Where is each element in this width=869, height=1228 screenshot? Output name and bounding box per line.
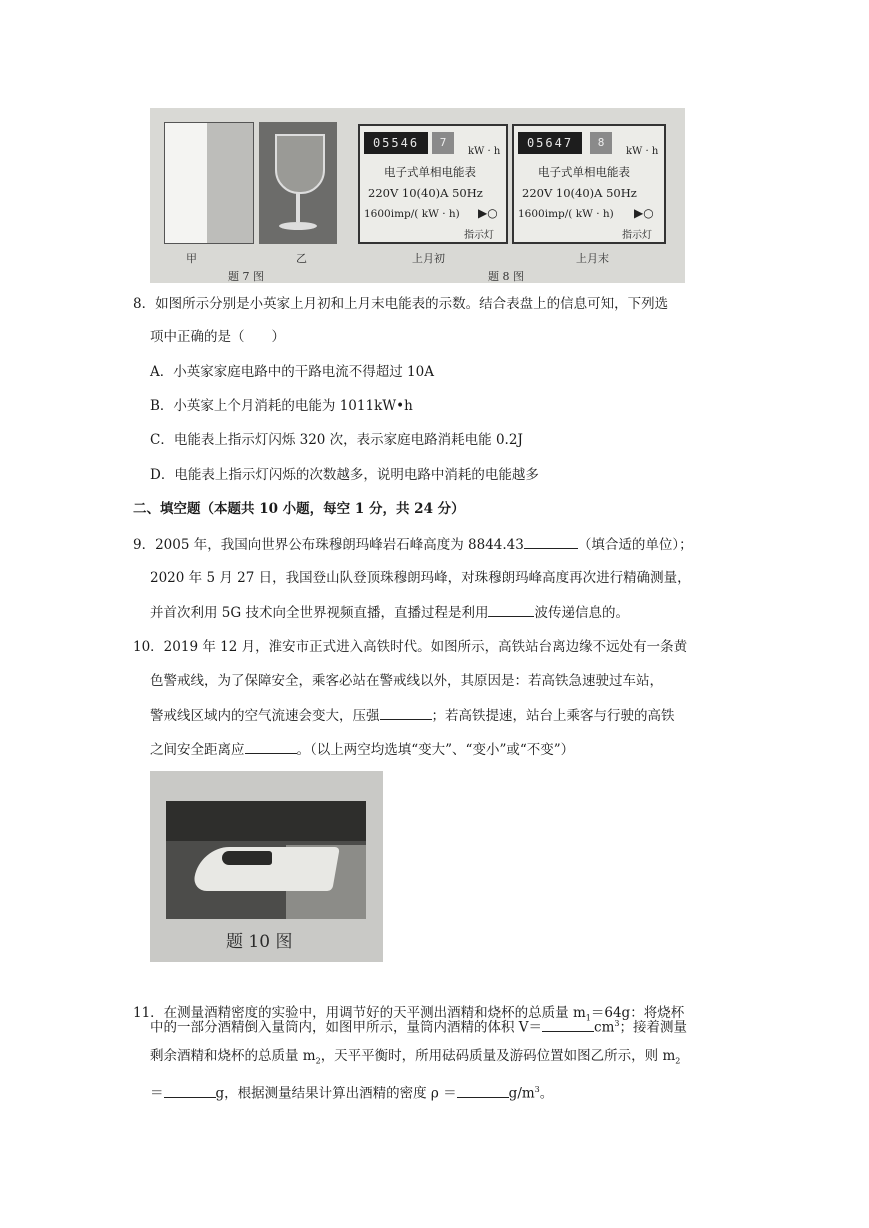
q9-blank-unit[interactable] xyxy=(524,534,578,549)
q11-blank-volume[interactable] xyxy=(542,1017,594,1032)
q8-stem-line2: 项中正确的是（ ） xyxy=(150,329,285,345)
train-scene xyxy=(166,801,366,919)
q10-line1: 10．2019 年 12 月，淮安市正式进入高铁时代。如图所示，高铁站台离边缘不远处有一条黄 xyxy=(133,639,688,655)
q11-sub-m2: 2 xyxy=(315,1056,321,1066)
q10-blank-pressure[interactable] xyxy=(380,705,432,720)
q11-sup-m3: 3 xyxy=(534,1085,540,1094)
meter-start-name: 电子式单相电能表 xyxy=(384,165,476,179)
meter-end-unit: kW · h xyxy=(626,146,659,157)
meter-start-unit: kW · h xyxy=(468,146,501,157)
meter-start-indicator: 指示灯 xyxy=(464,230,494,241)
figure-7-yi-image xyxy=(259,122,337,244)
q11-text-1a: 11．在测量酒精密度的实验中，用调节好的天平测出酒精和烧杯的总质量 m xyxy=(133,1005,586,1021)
q9-line1 xyxy=(133,534,693,555)
q11-blank-density[interactable] xyxy=(457,1083,509,1098)
meter-start-spec: 220V 10(40)A 50Hz xyxy=(368,186,483,200)
q11-text-4c: g/m xyxy=(508,1085,535,1102)
meter-start-digits: 05546 xyxy=(364,132,428,154)
q9-blank-wave[interactable] xyxy=(488,602,534,617)
q11-text-1b: ＝64g：将烧杯 xyxy=(590,1005,685,1021)
section-2-heading: 二、填空题（本题共 10 小题，每空 1 分，共 24 分） xyxy=(133,501,465,517)
q11-blank-mass[interactable] xyxy=(164,1083,216,1098)
meter-end-decimal: 8 xyxy=(590,132,612,154)
q10-text-3a: 警戒线区域内的空气流速会变大，压强 xyxy=(150,708,380,724)
q11-second-line xyxy=(150,1014,687,1038)
q11-text-4a: ＝ xyxy=(150,1085,164,1102)
q9-text-1b: （填合适的单位）； xyxy=(577,537,693,553)
figure-7-jia-image xyxy=(164,122,254,244)
q9-text-1a: 9．2005 年，我国向世界公布珠穆朗玛峰岩石峰高度为 8844.43 xyxy=(133,537,524,553)
caption-fig8: 题 8 图 xyxy=(488,270,524,283)
meter-end-digits: 05647 xyxy=(518,132,582,154)
q11-text-3b: ，天平平衡时，所用砝码质量及游码位置如图乙所示，则 m xyxy=(320,1048,676,1064)
q10-line3 xyxy=(150,705,675,726)
caption-end: 上月末 xyxy=(576,252,609,265)
q11-text-2c: ；接着测量 xyxy=(619,1019,688,1036)
fig10-caption: 题 10 图 xyxy=(226,932,293,952)
indicator-light-icon: ▶○ xyxy=(634,206,654,220)
indicator-light-icon: ▶○ xyxy=(478,206,498,220)
q8-option-c: C．电能表上指示灯闪烁 320 次，表示家庭电路消耗电能 0.2J xyxy=(150,432,523,448)
energy-meter-start xyxy=(358,124,508,244)
q8-option-d: D．电能表上指示灯闪烁的次数越多，说明电路中消耗的电能越多 xyxy=(150,467,539,483)
meter-end-imp: 1600imp/( kW · h) xyxy=(518,208,614,220)
q8-stem-line1: 8．如图所示分别是小英家上月初和上月末电能表的示数。结合表盘上的信息可知，下列选 xyxy=(133,296,669,312)
q10-text-3b: ；若高铁提速，站台上乘客与行驶的高铁 xyxy=(431,708,675,724)
meter-end-indicator: 指示灯 xyxy=(622,230,652,241)
q8-option-a: A．小英家家庭电路中的干路电流不得超过 10A xyxy=(150,364,434,380)
meter-start-decimal: 7 xyxy=(432,132,454,154)
q9-text-3b: 波传递信息的。 xyxy=(534,605,629,621)
q11-text-4d: 。 xyxy=(539,1085,554,1102)
caption-fig7: 题 7 图 xyxy=(228,270,264,283)
q10-line2: 色警戒线，为了保障安全，乘客必站在警戒线以外，其原因是：若高铁急速驶过车站， xyxy=(150,673,663,689)
q11-text-4b: g，根据测量结果计算出酒精的密度 ρ ＝ xyxy=(215,1085,457,1102)
q11-sub-m1: 1 xyxy=(585,1013,591,1023)
energy-meter-end xyxy=(512,124,666,244)
figure-strip-top xyxy=(150,108,685,283)
q11-text-3a: 剩余酒精和烧杯的总质量 m xyxy=(150,1048,316,1064)
q11-text-2a: 中的一部分酒精倒入量筒内，如图甲所示，量筒内酒精的体积 V＝ xyxy=(150,1019,543,1036)
q10-text-4a: 之间安全距离应 xyxy=(150,742,245,758)
q11-third-line xyxy=(150,1046,680,1072)
meter-end-name: 电子式单相电能表 xyxy=(538,165,630,179)
q11-sup-cm3: 3 xyxy=(614,1019,620,1028)
q9-line3 xyxy=(150,602,629,623)
q9-line2: 2020 年 5 月 27 日，我国登山队登顶珠穆朗玛峰，对珠穆朗玛峰高度再次进行精确测量， xyxy=(150,570,691,586)
q11-fourth-line xyxy=(150,1080,553,1104)
q11-sub-m2-b: 2 xyxy=(675,1056,681,1066)
caption-jia: 甲 xyxy=(186,252,197,265)
q10-blank-distance[interactable] xyxy=(245,739,297,754)
caption-yi: 乙 xyxy=(296,252,307,265)
meter-start-imp: 1600imp/( kW · h) xyxy=(364,208,460,220)
q10-text-4b: 。（以上两空均选填“变大”、“变小”或“不变”） xyxy=(296,742,575,758)
q8-option-b: B．小英家上个月消耗的电能为 1011kW•h xyxy=(150,398,413,414)
meter-end-spec: 220V 10(40)A 50Hz xyxy=(522,186,637,200)
figure-10-train-photo xyxy=(150,771,383,962)
q11-text-2b: cm xyxy=(594,1019,615,1036)
q9-text-3a: 并首次利用 5G 技术向全世界视频直播，直播过程是利用 xyxy=(150,605,489,621)
q10-line4 xyxy=(150,739,574,760)
caption-start: 上月初 xyxy=(412,252,445,265)
